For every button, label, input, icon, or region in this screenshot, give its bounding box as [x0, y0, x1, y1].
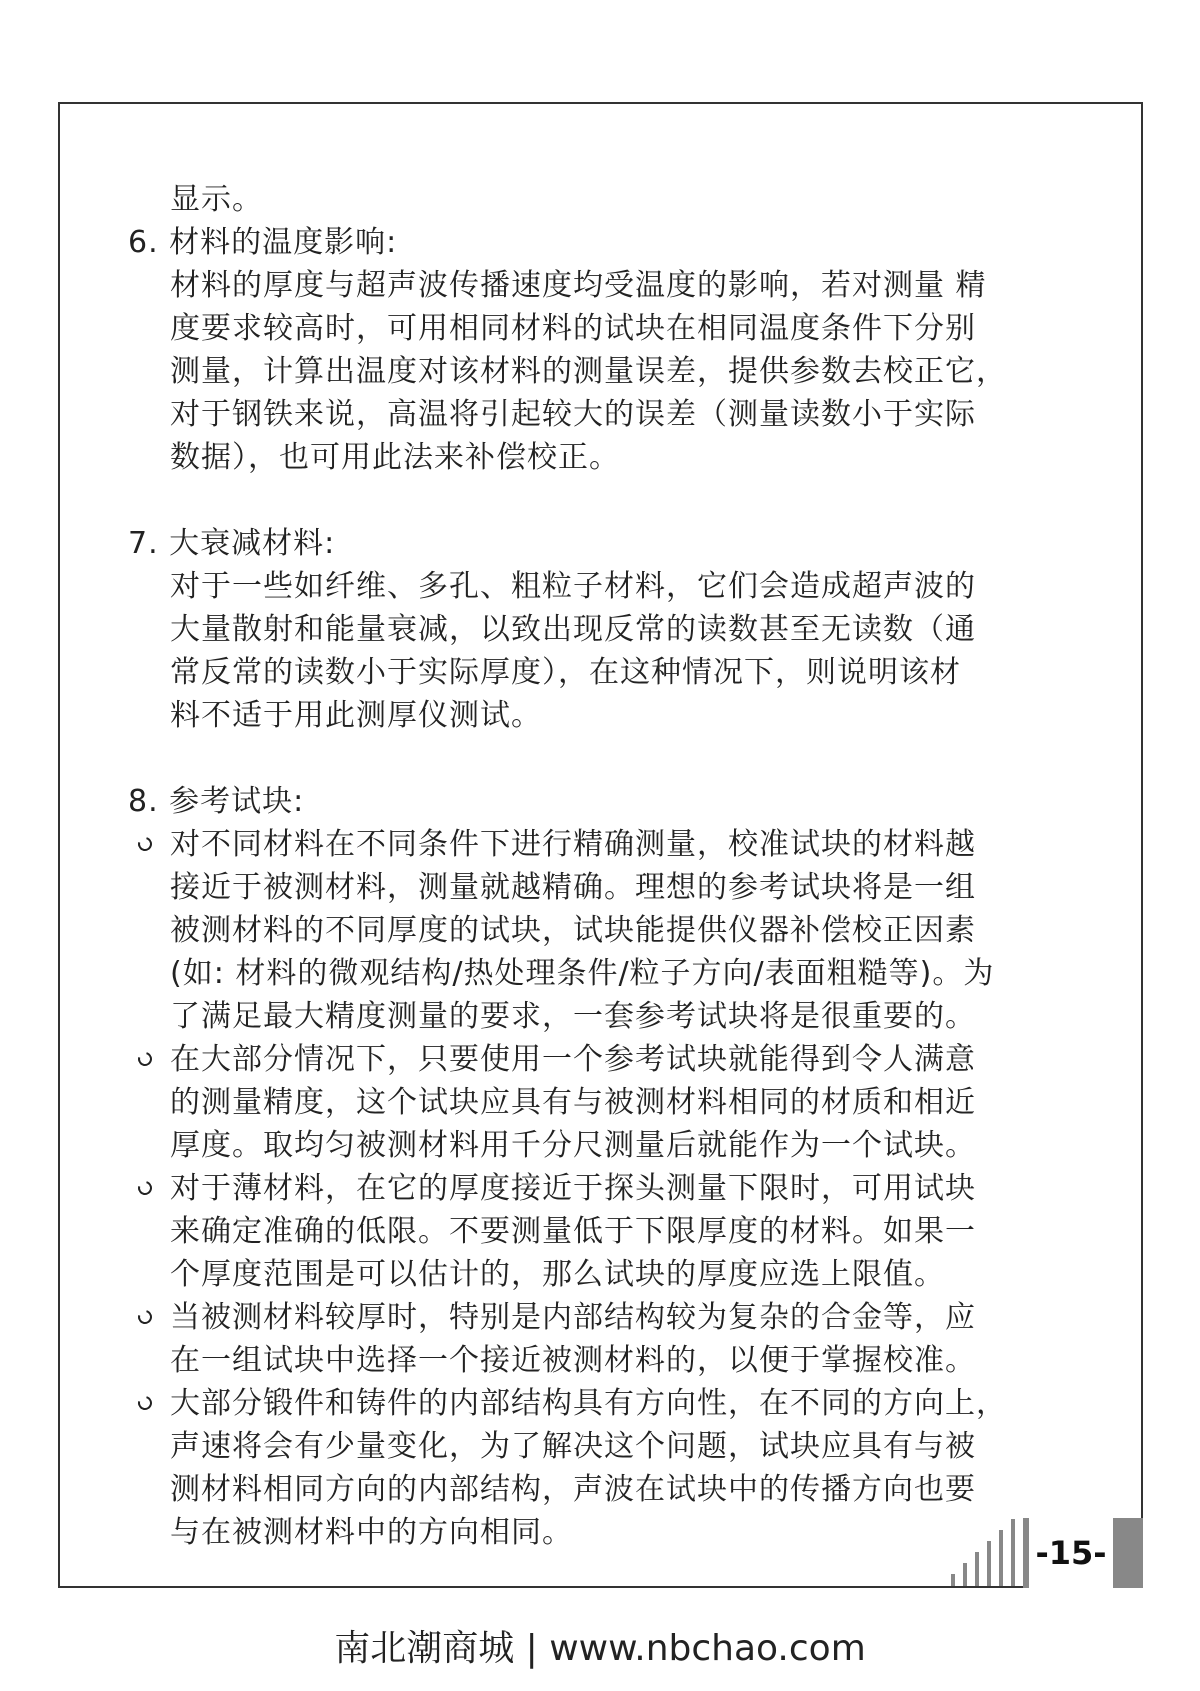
text-line: (如: 材料的微观结构/热处理条件/粒子方向/表面粗糙等)。为: [170, 956, 995, 991]
text-line: 8. 参考试块:: [128, 784, 305, 819]
text-line: 常反常的读数小于实际厚度），在这种情况下，则说明该材: [170, 655, 961, 690]
stripe: [951, 1574, 955, 1586]
text-line: 数据），也可用此法来补偿校正。: [170, 440, 620, 475]
text-line: 厚度。取均匀被测材料用千分尺测量后就能作为一个试块。: [170, 1128, 976, 1163]
text-line: 测量，计算出温度对该材料的测量误差，提供参数去校正它，: [170, 354, 1007, 389]
bullet-icon: [135, 1393, 154, 1412]
page-number: -15-: [1029, 1518, 1113, 1588]
text-line: 在大部分情况下，只要使用一个参考试块就能得到令人满意: [170, 1042, 976, 1077]
stripe: [1011, 1519, 1015, 1586]
footer-watermark: 南北潮商城 | www.nbchao.com: [334, 1628, 866, 1669]
text-line: 度要求较高时，可用相同材料的试块在相同温度条件下分别: [170, 311, 976, 346]
bullet-icon: [135, 1178, 154, 1197]
text-line: 在一组试块中选择一个接近被测材料的，以便于掌握校准。: [170, 1343, 976, 1378]
text-line: 个厚度范围是可以估计的，那么试块的厚度应选上限值。: [170, 1257, 945, 1292]
text-line: 大部分锻件和铸件的内部结构具有方向性，在不同的方向上，: [170, 1386, 1007, 1421]
text-line: 与在被测材料中的方向相同。: [170, 1515, 573, 1550]
page-frame: [58, 102, 1143, 1588]
text-line: 被测材料的不同厚度的试块，试块能提供仪器补偿校正因素: [170, 913, 976, 948]
page-content: [60, 104, 1141, 1586]
text-line: 对于钢铁来说，高温将引起较大的误差（测量读数小于实际: [170, 397, 976, 432]
text-line: 了满足最大精度测量的要求，一套参考试块将是很重要的。: [170, 999, 976, 1034]
text-line: 对于薄材料，在它的厚度接近于探头测量下限时，可用试块: [170, 1171, 976, 1206]
bullet-icon: [135, 1049, 154, 1068]
decorative-stripes: [941, 1516, 1031, 1586]
stripe: [999, 1530, 1003, 1586]
text-line: 当被测材料较厚时，特别是内部结构较为复杂的合金等，应: [170, 1300, 976, 1335]
page-number-tab: [941, 1516, 1141, 1586]
page-number-box: [1023, 1518, 1143, 1588]
text-line: 的测量精度，这个试块应具有与被测材料相同的材质和相近: [170, 1085, 976, 1120]
text-line: 接近于被测材料，测量就越精确。理想的参考试块将是一组: [170, 870, 976, 905]
bullet-icon: [135, 834, 154, 853]
stripe: [963, 1563, 967, 1586]
stripe: [987, 1541, 991, 1586]
text-line: 大量散射和能量衰减，以致出现反常的读数甚至无读数（通: [170, 612, 976, 647]
text-line: 6. 材料的温度影响:: [128, 225, 398, 260]
text-line: 料不适于用此测厚仪测试。: [170, 698, 542, 733]
bullet-icon: [135, 1307, 154, 1326]
text-line: 声速将会有少量变化，为了解决这个问题，试块应具有与被: [170, 1429, 976, 1464]
text-line: 对不同材料在不同条件下进行精确测量，校准试块的材料越: [170, 827, 976, 862]
text-line: 测材料相同方向的内部结构，声波在试块中的传播方向也要: [170, 1472, 976, 1507]
text-line: 材料的厚度与超声波传播速度均受温度的影响，若对测量 精: [170, 268, 987, 303]
text-line: 来确定准确的低限。不要测量低于下限厚度的材料。如果一: [170, 1214, 976, 1249]
stripe: [975, 1552, 979, 1586]
text-line: 7. 大衰减材料:: [128, 526, 336, 561]
text-line: 对于一些如纤维、多孔、粗粒子材料，它们会造成超声波的: [170, 569, 976, 604]
text-line: 显示。: [170, 182, 263, 217]
